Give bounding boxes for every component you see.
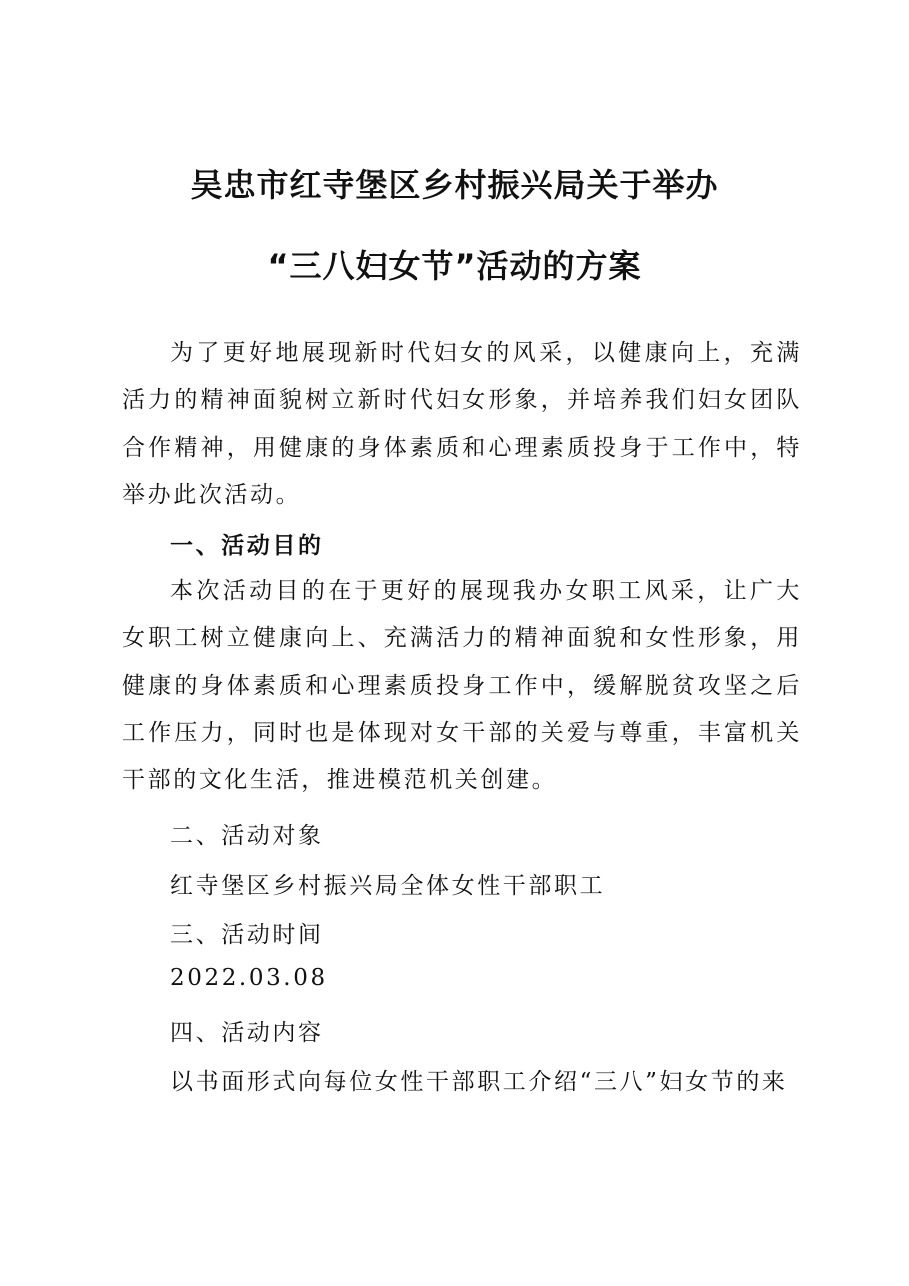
document-title-line-2: “三八妇女节”活动的方案 <box>267 247 642 285</box>
section-3-heading: 三、活动时间 <box>170 922 324 948</box>
section-2-text: 红寺堡区乡村振兴局全体女性干部职工 <box>170 873 606 899</box>
section-1-paragraph: 本次活动目的在于更好的展现我办女职工风采，让广大女职工树立健康向上、充满活力的精神面貌和女性形象，用健康的身体素质和心理素质投身工作中，缓解脱贫攻坚之后工作压力，同时也是体现对女干部的关爱与尊重，丰富机关干部的文化生活，推进模范机关创建。 <box>122 578 802 794</box>
section-3-date: 2022.03.08 <box>170 965 328 991</box>
section-1-heading: 一、活动目的 <box>170 532 324 559</box>
section-2-heading: 二、活动对象 <box>170 823 324 849</box>
document-title-line-1: 吴忠市红寺堡区乡村振兴局关于举办 <box>190 166 719 204</box>
section-4-text: 以书面形式向每位女性干部职工介绍“三八”妇女节的来 <box>170 1069 788 1095</box>
intro-paragraph: 为了更好地展现新时代妇女的风采，以健康向上，充满活力的精神面貌树立新时代妇女形象，并培养我们妇女团队合作精神，用健康的身体素质和心理素质投身于工作中，特举办此次活动。 <box>122 340 802 508</box>
section-4-heading: 四、活动内容 <box>170 1020 324 1046</box>
